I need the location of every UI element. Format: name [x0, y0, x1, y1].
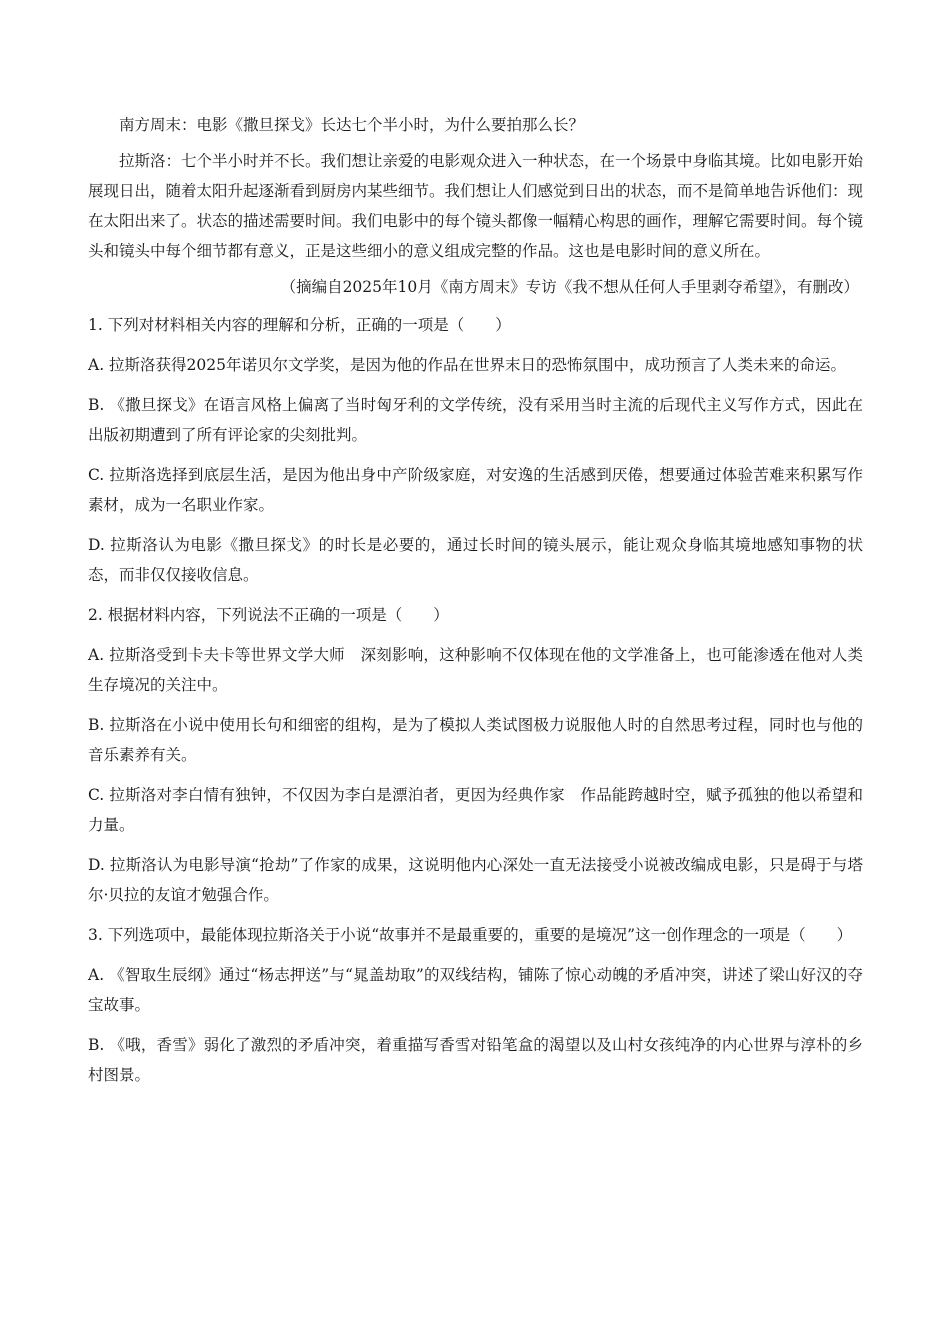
question-1-option-c: C. 拉斯洛选择到底层生活，是因为他出身中产阶级家庭，对安逸的生活感到厌倦，想要通过体验苦难来积累写作素材，成为一名职业作家。	[88, 466, 863, 514]
question-3-stem: 3. 下列选项中，最能体现拉斯洛关于小说“故事并不是最重要的，重要的是境况”这一创作理念的一项是（ ）	[88, 926, 853, 944]
interview-answer: 拉斯洛：七个半小时并不长。我们想让亲爱的电影观众进入一种状态，在一个场景中身临其境。比如电影开始展现日出，随着太阳升起逐渐看到厨房内某些细节。我们想让人们感觉到日出的状态，而不是简单地告诉他们：现在太阳出来了。状态的描述需要时间。我们电影中的每个镜头都像一幅精心构思的画作，理解它需要时间。每个镜头和镜头中每个细节都有意义，正是这些细小的意义组成完整的作品。这也是电影时间的意义所在。	[88, 152, 864, 260]
question-2-option-d: D. 拉斯洛认为电影导演“抢劫”了作家的成果，这说明他内心深处一直无法接受小说被改编成电影，只是碍于与塔尔·贝拉的友谊才勉强合作。	[88, 856, 863, 904]
question-1-option-b: B. 《撒旦探戈》在语言风格上偏离了当时匈牙利的文学传统，没有采用当时主流的后现代主义写作方式，因此在出版初期遭到了所有评论家的尖刻批判。	[88, 396, 863, 444]
question-1-option-d: D. 拉斯洛认为电影《撒旦探戈》的时长是必要的，通过长时间的镜头展示，能让观众身临其境地感知事物的状态，而非仅仅接收信息。	[88, 536, 863, 584]
question-2-stem: 2. 根据材料内容，下列说法不正确的一项是（ ）	[88, 606, 449, 624]
question-2-option-b: B. 拉斯洛在小说中使用长句和细密的组构，是为了模拟人类试图极力说服他人时的自然思考过程，同时也与他的音乐素养有关。	[88, 716, 863, 764]
question-3-option-b: B. 《哦，香雪》弱化了激烈的矛盾冲突，着重描写香雪对铅笔盒的渴望以及山村女孩纯净的内心世界与淳朴的乡村图景。	[88, 1036, 863, 1084]
question-2-option-a: A. 拉斯洛受到卡夫卡等世界文学大师 深刻影响，这种影响不仅体现在他的文学准备上，也可能渗透在他对人类生存境况的关注中。	[88, 646, 863, 694]
interview-question: 南方周末：电影《撒旦探戈》长达七个半小时，为什么要拍那么长？	[119, 116, 585, 134]
question-2-option-c: C. 拉斯洛对李白情有独钟，不仅因为李白是漂泊者，更因为经典作家 作品能跨越时空，赋予孤独的他以希望和力量。	[88, 786, 863, 834]
question-1-option-a: A. 拉斯洛获得2025年诺贝尔文学奖，是因为他的作品在世界末日的恐怖氛围中，成功预言了人类未来的命运。	[88, 356, 846, 374]
source-citation: （摘编自2025年10月《南方周末》专访《我不想从任何人手里剥夺希望》，有删改）	[280, 278, 859, 296]
question-3-option-a: A. 《智取生辰纲》通过“杨志押送”与“晁盖劫取”的双线结构，铺陈了惊心动魄的矛盾冲突，讲述了梁山好汉的夺宝故事。	[88, 966, 863, 1014]
document-page	[88, 110, 863, 1100]
question-1-stem: 1. 下列对材料相关内容的理解和分析，正确的一项是（ ）	[88, 316, 511, 334]
